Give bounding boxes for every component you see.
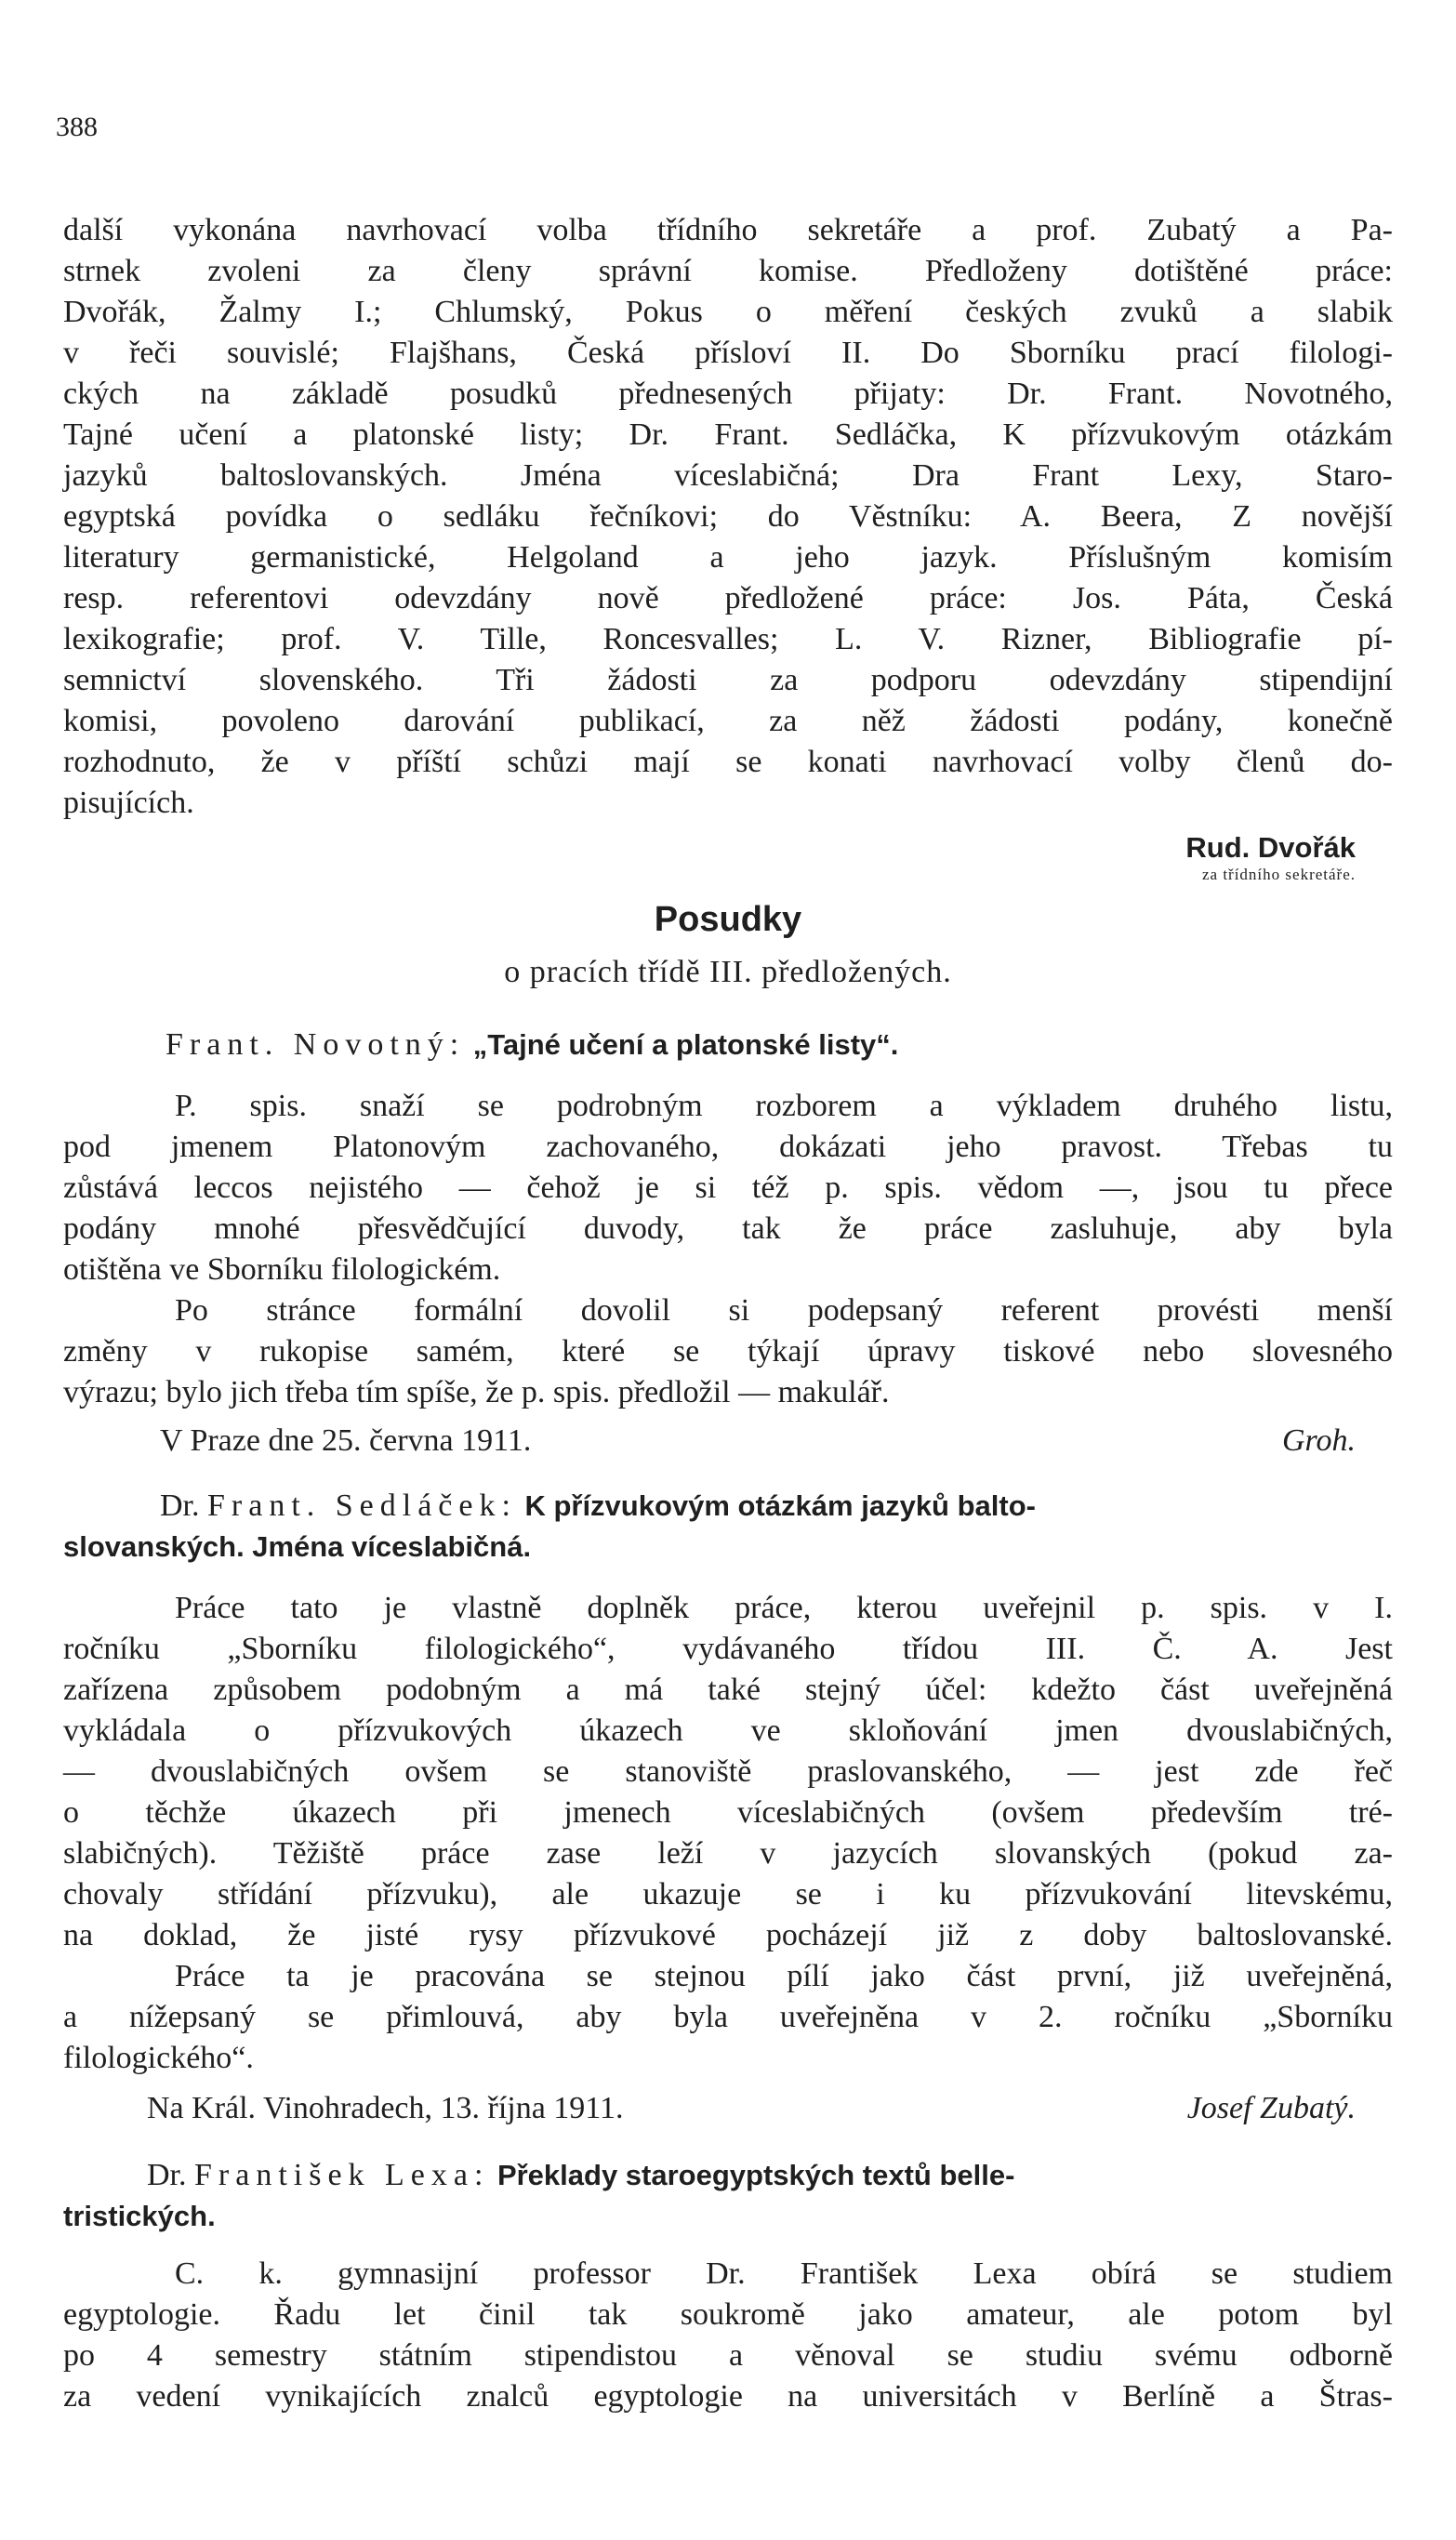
- intro-line: Dvořák, Žalmy I.; Chlumský, Pokus o měření českých zvuků a slabik: [63, 295, 1393, 329]
- review-title: Jména víceslabičná.: [252, 1530, 532, 1563]
- review-line: egyptologie. Řadu let činil tak soukromě jako amateur, ale potom byl: [63, 2297, 1393, 2332]
- review-title: „Tajné učení a platonské listy“.: [472, 1028, 899, 1061]
- review-author-prefix: Dr.: [160, 1488, 200, 1523]
- review-title: K přízvukovým otázkám jazyků balto-: [524, 1489, 1036, 1522]
- review-line: na doklad, že jisté rysy přízvukové pocházejí již z doby baltoslovanské.: [63, 1918, 1393, 1952]
- intro-line: v řeči souvislé; Flajšhans, Česká přísloví II. Do Sborníku prací filologi-: [63, 336, 1393, 370]
- review-author-prefix: Dr.: [147, 2158, 187, 2192]
- review-date: V Praze dne 25. června 1911.: [160, 1423, 532, 1458]
- intro-line: egyptská povídka o sedláku řečníkovi; do Věstníku: A. Beera, Z novější: [63, 499, 1393, 534]
- review-line: zařízena způsobem podobným a má také stejný účel: kdežto část uveřejněná: [63, 1673, 1393, 1707]
- review-line: a nížepsaný se přimlouvá, aby byla uveřejněna v 2. ročníku „Sborníku: [63, 2000, 1393, 2034]
- review-date: Na Král. Vinohradech, 13. října 1911.: [147, 2091, 624, 2125]
- review-line: zůstává leccos nejistého — čehož je si též p. spis. vědom —, jsou tu přece: [63, 1171, 1393, 1205]
- signature-name: Rud. Dvořák: [1185, 831, 1356, 864]
- review-line: podány mnohé přesvědčující duvody, tak že práce zasluhuje, aby byla: [63, 1211, 1393, 1246]
- review-line: — dvouslabičných ovšem se stanoviště praslovanského, — jest zde řeč: [63, 1754, 1393, 1789]
- review-line: chovaly střídání přízvuku), ale ukazuje se i ku přízvukování litevskému,: [63, 1877, 1393, 1912]
- review-line: filologického“.: [63, 2041, 254, 2075]
- review-line: otištěna ve Sborníku filologickém.: [63, 1252, 501, 1287]
- review-line: za vedení vynikajících znalců egyptologie na universitách v Berlíně a Štras-: [63, 2379, 1393, 2414]
- review-line: o těchže úkazech při jmenech víceslabičných (ovšem především tré-: [63, 1795, 1393, 1830]
- intro-line: jazyků baltoslovanských. Jména víceslabičná; Dra Frant Lexy, Staro-: [63, 458, 1393, 493]
- intro-line: Tajné učení a platonské listy; Dr. Frant. Sedláčka, K přízvukovým otázkám: [63, 417, 1393, 452]
- review-line: pod jmenem Platonovým zachovaného, dokázati jeho pravost. Třebas tu: [63, 1130, 1393, 1164]
- intro-line: ckých na základě posudků přednesených přijaty: Dr. Frant. Novotného,: [63, 377, 1393, 411]
- review-title: Překlady staroegyptských textů belle-: [496, 2159, 1015, 2191]
- review-signer: Josef Zubatý.: [1186, 2091, 1356, 2125]
- review-line: slabičných). Těžiště práce zase leží v jazycích slovanských (pokud za-: [63, 1836, 1393, 1871]
- intro-line: další vykonána navrhovací volba třídního sekretáře a prof. Zubatý a Pa-: [63, 213, 1393, 247]
- review-signer: Groh.: [1281, 1423, 1356, 1458]
- review-line: Práce ta je pracována se stejnou pílí jako část první, již uveřejněná,: [175, 1959, 1393, 1993]
- review-line: Po stránce formální dovolil si podepsaný referent provésti menší: [175, 1293, 1393, 1328]
- intro-line: lexikografie; prof. V. Tille, Roncesvalles; L. V. Rizner, Bibliografie pí-: [63, 622, 1393, 656]
- intro-line: strnek zvoleni za členy správní komise. Předloženy dotištěné práce:: [63, 254, 1393, 288]
- review-line: P. spis. snaží se podrobným rozborem a výkladem druhého listu,: [175, 1089, 1393, 1123]
- review-title: tristických.: [63, 2200, 216, 2232]
- signature-role: za třídního sekretáře.: [1201, 866, 1356, 883]
- review-line: ročníku „Sborníku filologického“, vydávaného třídou III. Č. A. Jest: [63, 1632, 1393, 1666]
- review-line: Práce tato je vlastně doplněk práce, kterou uveřejnil p. spis. v I.: [175, 1591, 1393, 1625]
- review-title: slovanských.: [63, 1530, 245, 1563]
- review-line: po 4 semestry státním stipendistou a věnoval se studiu svému odborně: [63, 2338, 1393, 2373]
- review-line: C. k. gymnasijní professor Dr. František Lexa obírá se studiem: [175, 2256, 1393, 2291]
- section-subtitle: o pracích třídě III. předložených.: [504, 955, 952, 989]
- intro-line: literatury germanistické, Helgoland a jeho jazyk. Příslušným komisím: [63, 540, 1393, 575]
- intro-line: pisujících.: [63, 786, 194, 820]
- review-author: Frant. Novotný:: [165, 1027, 466, 1062]
- intro-line: semnictví slovenského. Tři žádosti za podporu odevzdány stipendijní: [63, 663, 1393, 697]
- review-author: Frant. Sedláček:: [207, 1488, 517, 1523]
- review-line: výrazu; bylo jich třeba tím spíše, že p. spis. předložil — makulář.: [63, 1375, 890, 1409]
- review-line: změny v rukopise samém, které se týkají úpravy tiskové nebo slovesného: [63, 1334, 1393, 1369]
- intro-line: komisi, povoleno darování publikací, za něž žádosti podány, konečně: [63, 704, 1393, 738]
- intro-line: resp. referentovi odevzdány nově předložené práce: Jos. Páta, Česká: [63, 581, 1393, 615]
- review-author: František Lexa:: [194, 2158, 490, 2192]
- section-title: Posudky: [654, 900, 802, 939]
- page-number: 388: [56, 112, 98, 142]
- intro-line: rozhodnuto, že v příští schůzi mají se konati navrhovací volby členů do-: [63, 745, 1393, 779]
- review-line: vykládala o přízvukových úkazech ve skloňování jmen dvouslabičných,: [63, 1713, 1393, 1748]
